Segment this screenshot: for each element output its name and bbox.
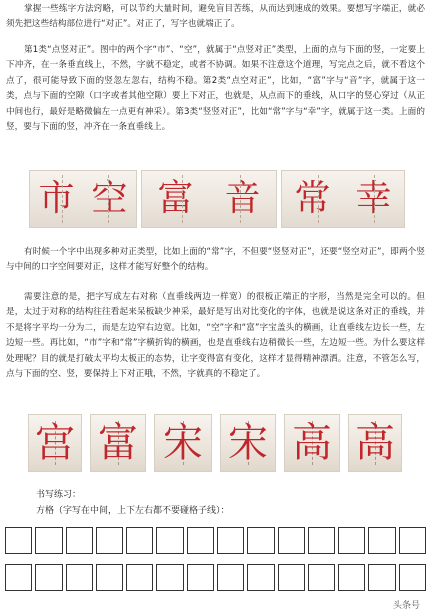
example-photo-row-2 (28, 414, 404, 472)
practice-cell (308, 564, 335, 591)
practice-cell (96, 527, 123, 554)
example-photo-shi-kong (29, 170, 137, 228)
tile-char: 宋 (228, 420, 268, 466)
example-photo-chang-xing (281, 170, 405, 228)
practice-cell (338, 527, 365, 554)
example-tile-song-2 (220, 414, 276, 472)
practice-cell (368, 564, 395, 591)
example-photo-fu-yin (141, 170, 277, 228)
practice-cell (126, 564, 153, 591)
example-tile-fu (90, 414, 146, 472)
char-shi: 市 (38, 178, 75, 219)
practice-cell (187, 564, 214, 591)
practice-cell (126, 527, 153, 554)
tile-char: 高 (355, 420, 395, 466)
watermark: 头条号 (390, 597, 423, 612)
tile-char: 高 (292, 420, 332, 466)
practice-cell (338, 564, 365, 591)
example-tile-gao-1 (284, 414, 340, 472)
multi-type-paragraph: 有时候一个字中出现多种对正类型，比如上面的“常”字，不但要“竖竖对正”，还要“竖空对正”，即两个竖与中间的口字空间要对正，这样才能写好整个的结构。 (6, 247, 425, 273)
example-tile-song-1 (154, 414, 212, 472)
practice-cell (217, 564, 244, 591)
practice-cell (308, 527, 335, 554)
practice-cell (247, 527, 274, 554)
char-xing: 幸 (355, 178, 392, 219)
practice-cell (5, 564, 32, 591)
tile-char: 富 (98, 420, 138, 466)
practice-subtitle: 方格（字写在中间，上下左右都不要碰格子线）： (36, 506, 230, 516)
practice-cell (5, 527, 32, 554)
example-photo-row-1 (29, 170, 405, 228)
practice-cell (399, 527, 426, 554)
practice-cell (217, 527, 244, 554)
practice-cell (278, 564, 305, 591)
practice-cell (96, 564, 123, 591)
practice-cell (399, 564, 426, 591)
char-chang: 常 (294, 178, 331, 219)
types-paragraph: 第1类“点竖对正”。图中的两个字“市”、“空”，就属于“点竖对正”类型，上面的点与下面的竖，一定要上下冲齐，在一条垂直线上，不然，字就不稳定，或者不协调。如果不注意这个道理，写完点之后，就不看这个点了，很可能导致下面的竖忽左忽右，结构不稳。第2类“点空对正”，比如，“富”字与“音”字，就属于这一类，点与下面的空隙（口字或者其他空隙）要上下对正，也就是，从点而下的垂线，从口字的竖心穿过（从正中间也行，最好是略微偏左一点更有神采）。第3类“竖竖对正”，比如“常”字与“幸”字，就属于这一类。上面的竖，要与下面的竖，冲齐在一条直垂线上。 (6, 45, 425, 133)
intro-paragraph: 掌握一些练字方法窍略，可以节约大量时间，避免盲目苦练，从而达到速成的效果。要想写字端正，就必须先把这些结构部位进行“对正”。对正了，写字也就端正了。 (6, 4, 425, 30)
practice-cell (156, 527, 183, 554)
example-tile-gao-2 (348, 414, 402, 472)
practice-cell (66, 527, 93, 554)
practice-cell (35, 564, 62, 591)
practice-cell (278, 527, 305, 554)
practice-cell (66, 564, 93, 591)
practice-cell (247, 564, 274, 591)
tile-char: 宫 (35, 420, 75, 466)
practice-cell (35, 527, 62, 554)
example-tile-gong (28, 414, 82, 472)
practice-grid (5, 527, 426, 591)
char-fu: 富 (157, 178, 194, 219)
practice-cell (368, 527, 395, 554)
practice-cell (156, 564, 183, 591)
char-yin: 音 (224, 178, 261, 219)
note-paragraph: 需要注意的是，把字写成左右对称（直垂线两边一样宽）的很板正端正的字形，当然是完全可以的。但是，太过于对称的结构往往看起来呆板缺少神采，最好是写出对比变化的字体，也就是说这条对正的垂线，并不是将字平均一分为二，而是左边窄右边宽。比如，“空”字和“富”字宝盖头的横画，让直垂线左边长一些，左边短一些。再比如，“市”字和“常”字横折钩的横画，也是直垂线右边稍微长一些，左边短一些。为什么要这样处理呢？目的就是打破太平均太板正的态势，让字变得富有变化，这样才显得精神漂洒。注意，不管怎么写，点与下面的空、竖，要保持上下对正哦，不然，字就真的不稳定了。 (6, 292, 425, 380)
tile-char: 宋 (163, 420, 203, 466)
practice-title: 书写练习： (36, 490, 82, 500)
char-kong: 空 (91, 178, 128, 219)
practice-cell (187, 527, 214, 554)
